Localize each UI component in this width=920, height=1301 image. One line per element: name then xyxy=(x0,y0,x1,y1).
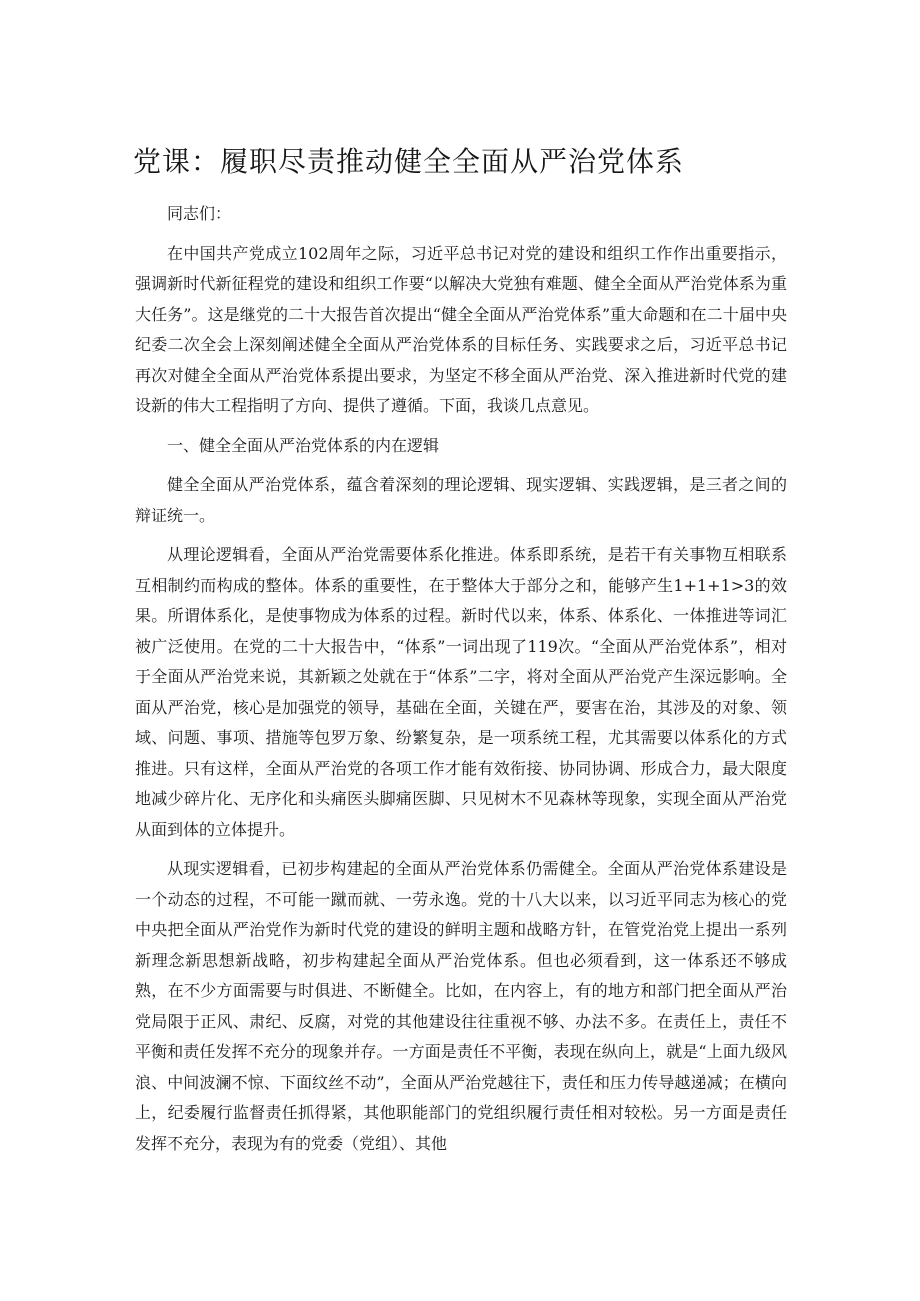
document-body xyxy=(135,199,787,1168)
paragraph-practical-logic: 从现实逻辑看，已初步构建起的全面从严治党体系仍需健全。全面从严治党体系建设是一个动态的过程，不可能一蹴而就、一劳永逸。党的十八大以来，以习近平同志为核心的党中央把全面从严治党作为新时代党的建设的鲜明主题和战略方针，在管党治党上提出一系列新理念新思想新战略，初步构建起全面从严治党体系。但也必须看到，这一体系还不够成熟，在不少方面需要与时俱进、不断健全。比如，在内容上，有的地方和部门把全面从严治党局限于正风、肃纪、反腐，对党的其他建设往往重视不够、办法不多。在责任上，责任不平衡和责任发挥不充分的现象并存。一方面是责任不平衡，表现在纵向上，就是“上面九级风浪、中间波澜不惊、下面纹丝不动”，全面从严治党越往下，责任和压力传导越递减；在横向上，纪委履行监督责任抓得紧，其他职能部门的党组织履行责任相对较松。另一方面是责任发挥不充分，表现为有的党委（党组）、其他 xyxy=(135,859,787,1153)
paragraph-summary: 健全全面从严治党体系，蕴含着深刻的理论逻辑、现实逻辑、实践逻辑，是三者之间的辩证统一。 xyxy=(135,475,787,525)
section-heading-1: 一、健全全面从严治党体系的内在逻辑 xyxy=(167,435,440,455)
paragraph-intro: 在中国共产党成立102周年之际，习近平总书记对党的建设和组织工作作出重要指示，强调新时代新征程党的建设和组织工作要“以解决大党独有难题、健全全面从严治党体系为重大任务”。这是继党的二十大报告首次提出“健全全面从严治党体系”重大命题和在二十届中央纪委二次全会上深刻阐述健全全面从严治党体系的目标任务、实践要求之后，习近平总书记再次对健全全面从严治党体系提出要求，为坚定不移全面从严治党、深入推进新时代党的建设新的伟大工程指明了方向、提供了遵循。下面，我谈几点意见。 xyxy=(135,243,787,415)
greeting: 同志们： xyxy=(167,204,232,223)
document-title: 党课：履职尽责推动健全全面从严治党体系 xyxy=(133,145,685,178)
paragraph-theoretical-logic: 从理论逻辑看，全面从严治党需要体系化推进。体系即系统，是若干有关事物互相联系互相制约而构成的整体。体系的重要性，在于整体大于部分之和，能够产生1+1+1>3的效果。所谓体系化，是使事物成为体系的过程。新时代以来，体系、体系化、一体推进等词汇被广泛使用。在党的二十大报告中，“体系”一词出现了119次。“全面从严治党体系”，相对于全面从严治党来说，其新颖之处就在于“体系”二字，将对全面从严治党产生深远影响。全面从严治党，核心是加强党的领导，基础在全面，关键在严，要害在治，其涉及的对象、领域、问题、事项、措施等包罗万象、纷繁复杂，是一项系统工程，尤其需要以体系化的方式推进。只有这样，全面从严治党的各项工作才能有效衔接、协同协调、形成合力，最大限度地减少碎片化、无序化和头痛医头脚痛医脚、只见树木不见森林等现象，实现全面从严治党从面到体的立体提升。 xyxy=(135,545,787,839)
